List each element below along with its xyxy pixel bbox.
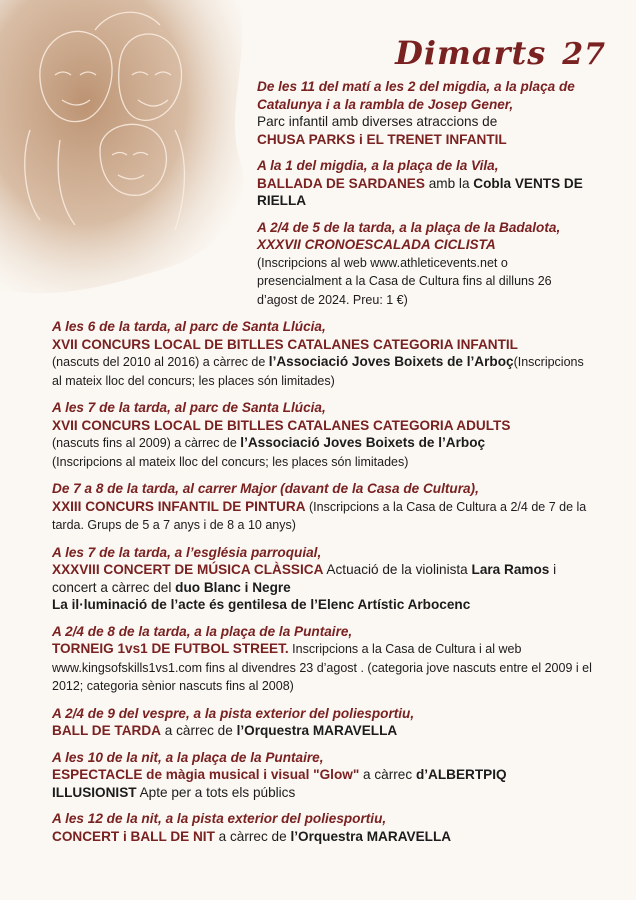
event-title: XXXVIII CONCERT DE MÚSICA CLÀSSICA <box>52 562 324 577</box>
event-text: Actuació de la violinista <box>323 562 472 577</box>
page-title <box>395 34 606 72</box>
event-title: XXXVII CRONOESCALADA CICLISTA <box>257 237 496 252</box>
event-title: XVII CONCURS LOCAL DE BITLLES CATALANES CATEGORIA ADULTS <box>52 417 511 433</box>
event-subtitle: de màgia musical i visual "Glow" <box>142 767 360 782</box>
event-text: a càrrec <box>359 767 416 782</box>
event-text: Inscripcions a la Casa de Cultura i al web www.kingsofskills1vs1.com fins al divendres 23 d’agost . (categoria jove nascuts entre el 2009 i el 2012; categoria sènior nascuts fins al 2008) <box>52 642 592 693</box>
event-title: BALLADA DE SARDANES <box>257 175 425 191</box>
event-note: La il·luminació de l’acte és gentilesa de l’Elenc Artístic Arbocenc <box>52 597 471 612</box>
event-time-place: A les 7 de la tarda, a l’església parroquial, <box>52 544 322 560</box>
event-text: a càrrec de <box>161 723 237 738</box>
event-item <box>52 810 594 845</box>
event-performer: duo Blanc i Negre <box>175 579 291 595</box>
event-title: CONCERT i BALL DE NIT <box>52 828 215 844</box>
event-title: XVII CONCURS LOCAL DE BITLLES CATALANES CATEGORIA INFANTIL <box>52 336 518 352</box>
event-text: (Inscripcions al web www.athleticevents.net o presencialment a la Casa de Cultura fins al dilluns 26 d’agost de 2024. Preu: 1 €) <box>257 255 552 307</box>
events-list <box>52 78 594 854</box>
event-text: i concert a càrrec del <box>52 562 557 595</box>
event-note: (Inscripcions al mateix lloc del concurs; les places són limitades) <box>52 355 584 388</box>
event-time-place: A 2/4 de 5 de la tarda, a la plaça de la Badalota, <box>257 219 561 235</box>
event-item <box>52 623 594 696</box>
event-text: (nascuts del 2010 al 2016) a càrrec de <box>52 355 269 369</box>
event-time-place: De 7 a 8 de la tarda, al carrer Major (davant de la Casa de Cultura), <box>52 481 479 496</box>
event-title: CHUSA PARKS i EL TRENET INFANTIL <box>257 131 507 147</box>
event-time-place: A 2/4 de 8 de la tarda, a la plaça de la Puntaire, <box>52 623 353 639</box>
event-organizer: l’Associació Joves Boixets de l’Arboç <box>268 354 514 369</box>
event-item <box>52 318 594 390</box>
event-time-place: De les 11 del matí a les 2 del migdia, a la plaça de Catalunya i a la rambla de Josep Gener, <box>257 79 575 112</box>
event-performer: Lara Ramos <box>471 562 550 577</box>
event-item <box>257 157 594 210</box>
event-text: amb la <box>424 175 474 191</box>
event-title: XXIII CONCURS INFANTIL DE PINTURA <box>52 498 306 514</box>
event-text: (Inscripcions a la Casa de Cultura a 2/4 de 7 de la tarda. Grups de 5 a 7 anys i de 8 a 10 anys) <box>52 499 587 532</box>
event-time-place: A les 10 de la nit, a la plaça de la Puntaire, <box>52 749 324 765</box>
event-note: (Inscripcions al mateix lloc del concurs; les places són limitades) <box>52 454 409 469</box>
event-performer: d’ALBERTPIQ ILLUSIONIST <box>52 767 507 800</box>
event-item <box>52 399 594 471</box>
event-organizer: l’Associació Joves Boixets de l’Arboç <box>240 435 486 450</box>
event-item <box>52 544 594 614</box>
event-time-place: A les 12 de la nit, a la pista exterior del poliesportiu, <box>52 811 387 826</box>
event-title: BALL DE TARDA <box>52 723 161 738</box>
event-text: a càrrec de <box>214 828 291 844</box>
event-performer: l’Orquestra MARAVELLA <box>290 828 452 844</box>
event-time-place: A 2/4 de 9 del vespre, a la pista exterior del poliesportiu, <box>52 705 415 721</box>
event-note: Apte per a tots els públics <box>136 784 296 800</box>
event-time-place: A la 1 del migdia, a la plaça de la Vila, <box>257 158 499 173</box>
event-text: Parc infantil amb diverses atraccions de <box>257 114 498 129</box>
event-title: TORNEIG 1vs1 DE FUTBOL STREET. <box>52 641 289 656</box>
event-title: ESPECTACLE <box>52 767 143 782</box>
event-text: (nascuts fins al 2009) a càrrec de <box>52 436 241 450</box>
event-item <box>52 749 594 802</box>
event-item <box>257 78 594 148</box>
event-time-place: A les 7 de la tarda, al parc de Santa Llúcia, <box>52 400 326 415</box>
event-time-place: A les 6 de la tarda, al parc de Santa Llúcia, <box>52 319 326 334</box>
event-item <box>52 705 594 740</box>
event-performer: Cobla VENTS DE RIELLA <box>257 175 583 208</box>
day-number: 27 <box>562 37 606 72</box>
event-performer: l’Orquestra MARAVELLA <box>236 723 398 738</box>
event-item <box>257 219 594 310</box>
event-item <box>52 480 594 535</box>
day-name: Dimarts <box>395 34 547 72</box>
